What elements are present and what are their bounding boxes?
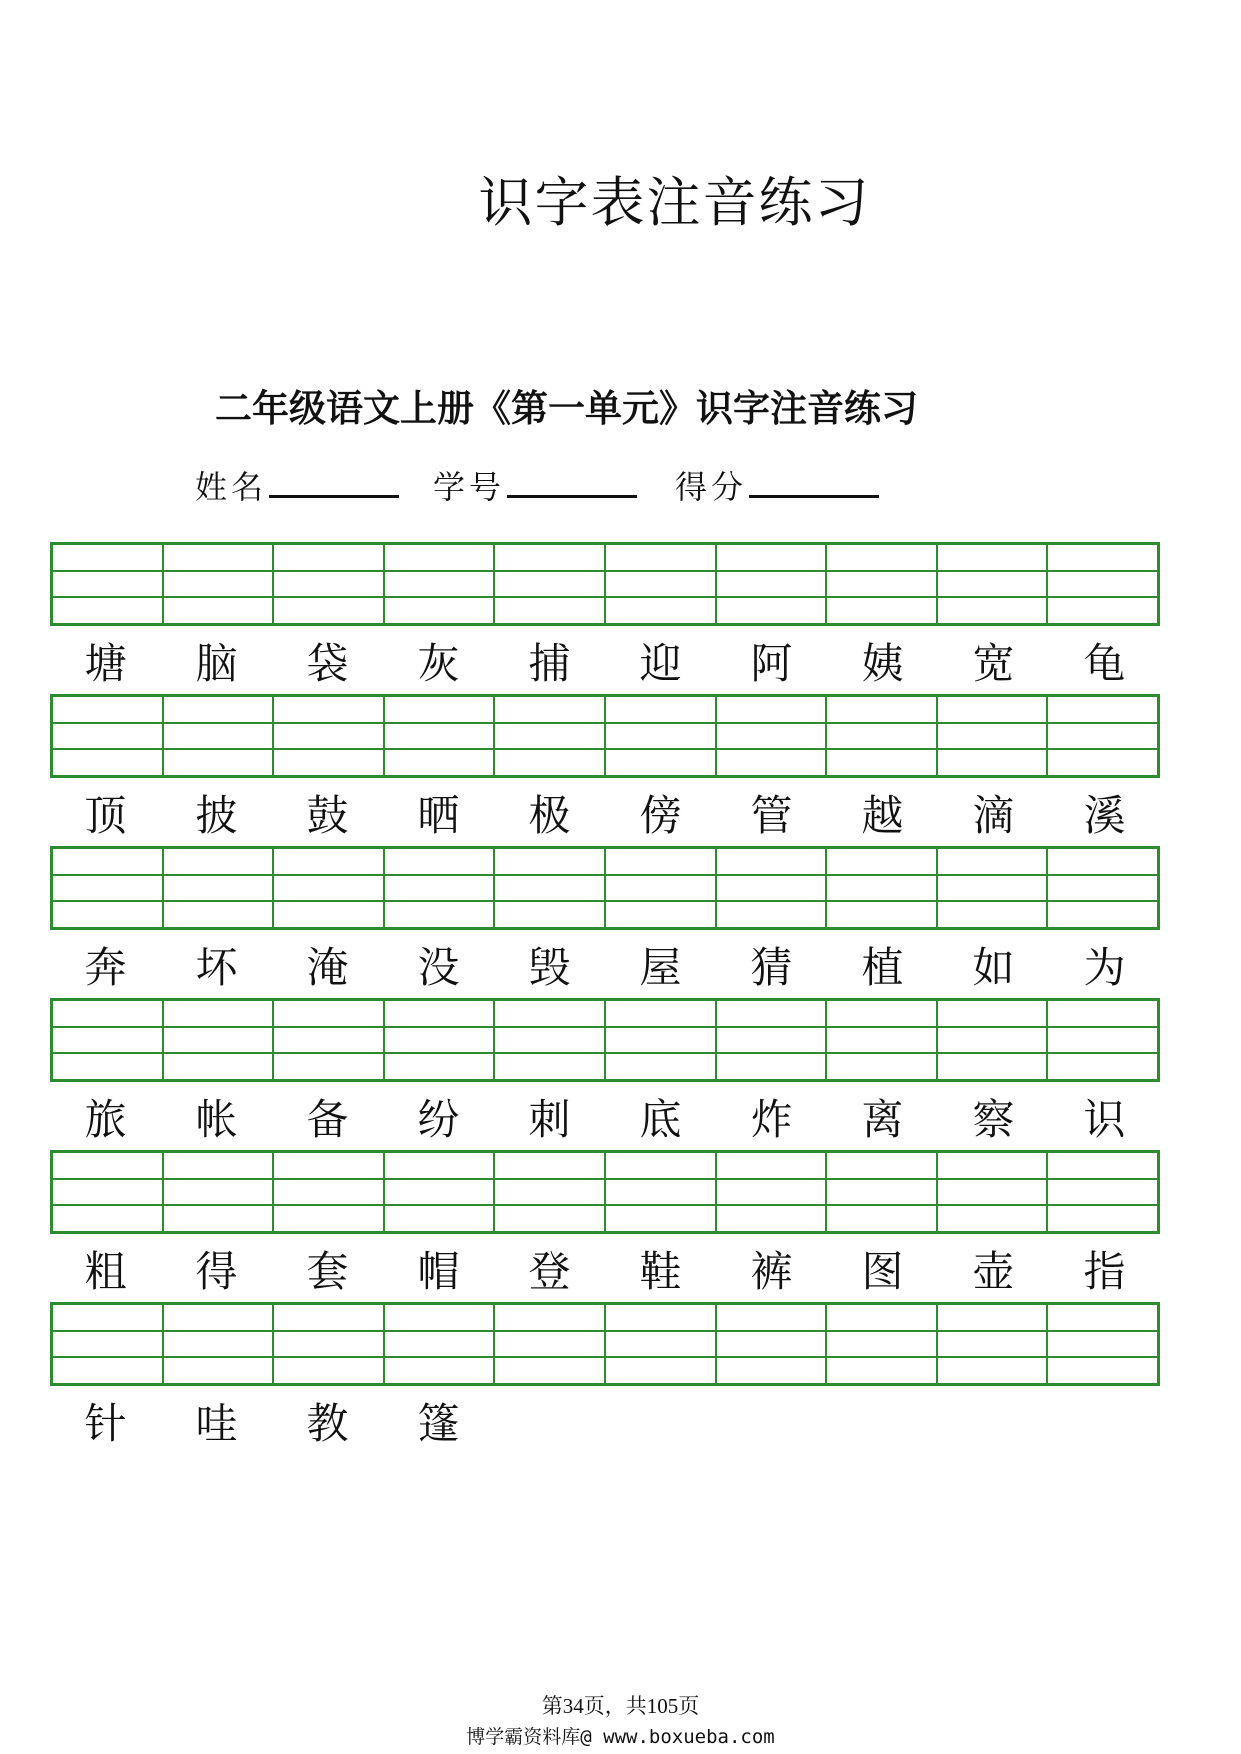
score-field[interactable]: [675, 462, 879, 508]
vocabulary-character: 察: [972, 1095, 1015, 1144]
pinyin-cell[interactable]: [827, 1305, 938, 1383]
vocabulary-character: 帽: [417, 1247, 460, 1296]
vocabulary-character: 套: [306, 1247, 349, 1296]
vocabulary-character: 炸: [750, 1095, 793, 1144]
pinyin-cell[interactable]: [385, 1153, 496, 1231]
pinyin-cell[interactable]: [717, 849, 828, 927]
pinyin-cell[interactable]: [274, 849, 385, 927]
pinyin-cell[interactable]: [938, 697, 1049, 775]
pinyin-cell[interactable]: [385, 1001, 496, 1079]
pinyin-cell[interactable]: [1048, 1305, 1157, 1383]
pinyin-cell[interactable]: [53, 1153, 164, 1231]
pinyin-grid-row: [50, 846, 1160, 930]
vocabulary-character: 针: [84, 1399, 127, 1448]
pinyin-cell[interactable]: [1048, 1153, 1157, 1231]
vocabulary-character: 姨: [861, 639, 904, 688]
pinyin-grid-row: [50, 694, 1160, 778]
vocabulary-character: 溪: [1083, 791, 1126, 840]
pinyin-cell[interactable]: [827, 1001, 938, 1079]
vocabulary-character: 裤: [750, 1247, 793, 1296]
vocabulary-character: 傍: [639, 791, 682, 840]
page-title: 识字表注音练习: [478, 171, 871, 234]
pinyin-cell[interactable]: [717, 1153, 828, 1231]
vocabulary-character: 龟: [1083, 639, 1126, 688]
name-blank-line[interactable]: [269, 465, 399, 498]
pinyin-cell[interactable]: [606, 545, 717, 623]
pinyin-cell[interactable]: [606, 1153, 717, 1231]
name-label: 姓名: [195, 468, 268, 506]
character-row: [50, 786, 1160, 846]
vocabulary-character: 图: [861, 1247, 904, 1296]
pinyin-cell[interactable]: [495, 697, 606, 775]
pinyin-cell[interactable]: [938, 849, 1049, 927]
vocabulary-character: 鞋: [639, 1247, 682, 1296]
number-blank-line[interactable]: [507, 465, 637, 498]
vocabulary-character: 塘: [84, 639, 127, 688]
source-watermark: 博学霸资料库@ www.boxueba.com: [466, 1726, 775, 1748]
pinyin-cell[interactable]: [385, 697, 496, 775]
pinyin-cell[interactable]: [827, 849, 938, 927]
score-blank-line[interactable]: [749, 465, 879, 498]
vocabulary-character: 篷: [417, 1399, 460, 1448]
pinyin-cell[interactable]: [495, 1001, 606, 1079]
vocabulary-character: 袋: [306, 639, 349, 688]
vocabulary-character: 灰: [417, 639, 460, 688]
vocabulary-character: 阿: [750, 639, 793, 688]
pinyin-cell[interactable]: [164, 1153, 275, 1231]
pinyin-cell[interactable]: [938, 1001, 1049, 1079]
pinyin-cell[interactable]: [495, 1153, 606, 1231]
pinyin-cell[interactable]: [606, 849, 717, 927]
pinyin-cell[interactable]: [495, 849, 606, 927]
pinyin-cell[interactable]: [164, 697, 275, 775]
pinyin-cell[interactable]: [164, 849, 275, 927]
vocabulary-character: 滴: [972, 791, 1015, 840]
character-row: [50, 1394, 1160, 1454]
vocabulary-character: 教: [306, 1399, 349, 1448]
vocabulary-character: 极: [528, 791, 571, 840]
pinyin-cell[interactable]: [495, 545, 606, 623]
vocabulary-character: 奔: [84, 943, 127, 992]
pinyin-cell[interactable]: [606, 1001, 717, 1079]
vocabulary-character: 毁: [528, 943, 571, 992]
vocabulary-character: 底: [639, 1095, 682, 1144]
pinyin-grid-row: [50, 1150, 1160, 1234]
vocabulary-character: 指: [1083, 1247, 1126, 1296]
pinyin-cell[interactable]: [938, 1153, 1049, 1231]
pinyin-cell[interactable]: [385, 545, 496, 623]
pinyin-cell[interactable]: [1048, 697, 1157, 775]
pinyin-cell[interactable]: [53, 849, 164, 927]
pinyin-cell[interactable]: [717, 697, 828, 775]
vocabulary-character: 越: [861, 791, 904, 840]
pinyin-cell[interactable]: [606, 697, 717, 775]
vocabulary-character: 管: [750, 791, 793, 840]
character-row: [50, 1242, 1160, 1302]
character-row: [50, 1090, 1160, 1150]
pinyin-cell[interactable]: [827, 697, 938, 775]
worksheet-subtitle: 二年级语文上册《第一单元》识字注音练习: [215, 387, 918, 430]
vocabulary-character: 坏: [195, 943, 238, 992]
pinyin-grid-row: [50, 1302, 1160, 1386]
pinyin-cell[interactable]: [385, 849, 496, 927]
character-row: [50, 634, 1160, 694]
vocabulary-character: 纷: [417, 1095, 460, 1144]
pinyin-cell[interactable]: [385, 1305, 496, 1383]
vocabulary-character: 植: [861, 943, 904, 992]
vocabulary-character: 宽: [972, 639, 1015, 688]
vocabulary-character: 没: [417, 943, 460, 992]
vocabulary-character: 脑: [195, 639, 238, 688]
vocabulary-character: 壶: [972, 1247, 1015, 1296]
pinyin-cell[interactable]: [164, 1305, 275, 1383]
pinyin-cell[interactable]: [274, 1001, 385, 1079]
pinyin-cell[interactable]: [827, 1153, 938, 1231]
number-label: 学号: [433, 468, 506, 506]
pinyin-cell[interactable]: [274, 697, 385, 775]
pinyin-cell[interactable]: [1048, 545, 1157, 623]
pinyin-cell[interactable]: [53, 545, 164, 623]
vocabulary-character: 登: [528, 1247, 571, 1296]
pinyin-grid-row: [50, 998, 1160, 1082]
pinyin-cell[interactable]: [164, 545, 275, 623]
vocabulary-character: 猜: [750, 943, 793, 992]
vocabulary-character: 备: [306, 1095, 349, 1144]
pinyin-cell[interactable]: [274, 1305, 385, 1383]
pinyin-cell[interactable]: [717, 1305, 828, 1383]
pinyin-cell[interactable]: [1048, 1001, 1157, 1079]
name-field[interactable]: [195, 462, 399, 508]
pinyin-cell[interactable]: [164, 1001, 275, 1079]
vocabulary-character: 为: [1083, 943, 1126, 992]
vocabulary-character: 得: [195, 1247, 238, 1296]
vocabulary-character: 粗: [84, 1247, 127, 1296]
pinyin-cell[interactable]: [274, 1153, 385, 1231]
pinyin-cell[interactable]: [606, 1305, 717, 1383]
vocabulary-character: 旅: [84, 1095, 127, 1144]
pinyin-cell[interactable]: [274, 545, 385, 623]
vocabulary-character: 帐: [195, 1095, 238, 1144]
pinyin-cell[interactable]: [827, 545, 938, 623]
vocabulary-character: 鼓: [306, 791, 349, 840]
pinyin-cell[interactable]: [1048, 849, 1157, 927]
pinyin-cell[interactable]: [938, 1305, 1049, 1383]
pinyin-cell[interactable]: [717, 1001, 828, 1079]
vocabulary-character: 淹: [306, 943, 349, 992]
vocabulary-character: 顶: [84, 791, 127, 840]
character-row: [50, 938, 1160, 998]
vocabulary-character: 离: [861, 1095, 904, 1144]
pinyin-cell[interactable]: [53, 697, 164, 775]
vocabulary-character: 哇: [195, 1399, 238, 1448]
vocabulary-character: 披: [195, 791, 238, 840]
pinyin-grid-row: [50, 542, 1160, 626]
vocabulary-character: 屋: [639, 943, 682, 992]
pinyin-cell[interactable]: [938, 545, 1049, 623]
pinyin-cell[interactable]: [495, 1305, 606, 1383]
page-number: 第34页，共105页: [541, 1694, 700, 1718]
pinyin-cell[interactable]: [53, 1305, 164, 1383]
vocabulary-character: 迎: [639, 639, 682, 688]
score-label: 得分: [675, 468, 748, 506]
vocabulary-character: 如: [972, 943, 1015, 992]
vocabulary-character: 捕: [528, 639, 571, 688]
pinyin-cell[interactable]: [53, 1001, 164, 1079]
vocabulary-character: 晒: [417, 791, 460, 840]
pinyin-cell[interactable]: [717, 545, 828, 623]
vocabulary-character: 识: [1083, 1095, 1126, 1144]
number-field[interactable]: [433, 462, 637, 508]
vocabulary-character: 刺: [528, 1095, 571, 1144]
